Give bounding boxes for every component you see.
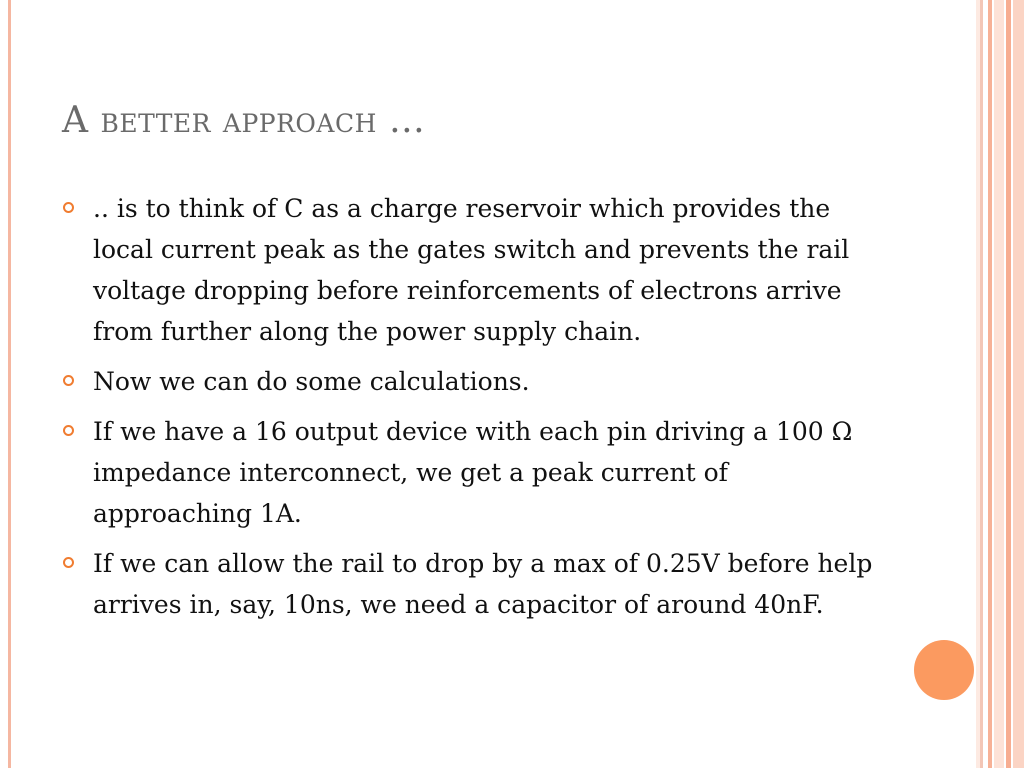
bullet-text: Now we can do some calculations. bbox=[93, 367, 530, 396]
orange-circle-icon bbox=[914, 640, 974, 700]
bullet-text: If we can allow the rail to drop by a max of 0.25V before help arrives in, say, 10ns, we need a capacitor of around 40nF. bbox=[93, 549, 873, 619]
bullet-item bbox=[62, 188, 892, 352]
ring-bullet-icon bbox=[63, 425, 74, 436]
ring-bullet-icon bbox=[63, 202, 74, 213]
left-border-rule bbox=[8, 0, 11, 768]
bullet-text: .. is to think of C as a charge reservoir which provides the local current peak as the gates switch and prevents the rail voltage dropping before reinforcements of electrons arrive from further along the power supply chain. bbox=[93, 194, 850, 346]
right-border-bands bbox=[980, 0, 1024, 768]
ring-bullet-icon bbox=[63, 557, 74, 568]
bullet-item bbox=[62, 361, 892, 402]
bullet-item bbox=[62, 543, 892, 625]
border-band bbox=[994, 0, 1004, 768]
bullet-text: If we have a 16 output device with each pin driving a 100 Ω impedance interconnect, we get a peak current of approaching 1A. bbox=[93, 417, 853, 528]
ring-bullet-icon bbox=[63, 375, 74, 386]
border-band bbox=[1006, 0, 1011, 768]
border-band bbox=[980, 0, 983, 768]
bullet-item bbox=[62, 411, 892, 534]
slide-title: A better approach … bbox=[62, 100, 426, 141]
border-band bbox=[988, 0, 992, 768]
bullet-list bbox=[62, 188, 892, 634]
border-band bbox=[1013, 0, 1024, 768]
